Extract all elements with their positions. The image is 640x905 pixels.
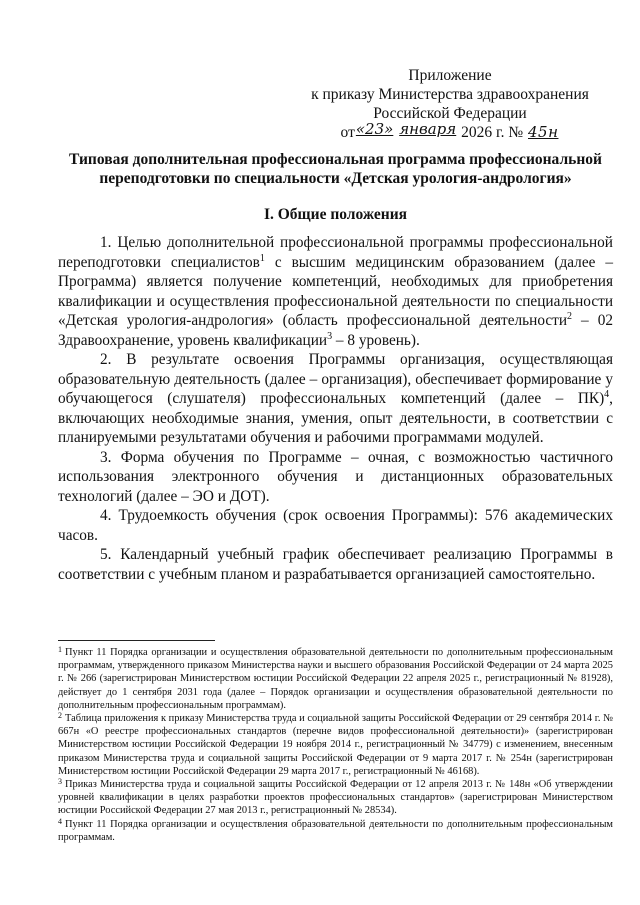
handwritten-day: «23» (355, 120, 394, 138)
paragraph-1-part-c: – 02 Здравоохранение, уровень квалификации (58, 312, 614, 349)
footnote-ref-1: 1 (259, 252, 265, 264)
footnote-3-number: 3 (58, 777, 62, 787)
footnotes (58, 646, 613, 844)
handwritten-order-number: 45н (528, 123, 559, 141)
appendix-order-line: к приказу Министерства здравоохранения (311, 86, 589, 103)
paragraph-1-part-b: с высшим медицинским образованием (далее – Программа) является получение компетенций, необходимых для приобретения квалификации и осуществления профессиональной деятельности по специальности «Детская урология-андрология» (область профессиональной деятельности (58, 253, 613, 329)
appendix-date-line (300, 120, 600, 142)
paragraph-1 (58, 233, 613, 350)
paragraph-2-part-a: 2. В результате освоения Программы организация, осуществляющая образовательную деятельность (далее – организация), обеспечивает формирование у обучающегося (слушателя) профессиональных компетенций (далее – ПК) (58, 351, 613, 407)
footnote-3-text: Приказ Министерства труда и социальной защиты Российской Федерации от 12 апреля 2013 г. № 148н «Об утверждении уровней квалификации в целях разработки проектов профессиональных стандартов» (зарегистрирован Министерством юстиции Российской Федерации 27 мая 2013 г., регистрационный № 28534). (58, 779, 613, 817)
footnote-2-text: Таблица приложения к приказу Министерства труда и социальной защиты Российской Федерации от 29 сентября 2014 г. № 667н «О реестре профессиональных стандартов (перечне видов профессиональной деятельности)» (зарегистрирован Министерством юстиции Российской Федерации 19 ноября 2014 г., регистрационный № 34779) с изменением, внесенным приказом Министерства труда и социальной защиты Российской Федерации от 9 марта 2017 г. № 254н (зарегистрирован Министерством юстиции Российской Федерации 29 марта 2017 г., регистрационный № 46168). (58, 713, 613, 777)
footnote-ref-3: 3 (327, 330, 333, 342)
footnote-ref-2: 2 (567, 310, 573, 322)
footnote-4-number: 4 (58, 816, 62, 826)
date-prefix: от (340, 124, 355, 141)
paragraph-5: 5. Календарный учебный график обеспечивает реализацию Программы в соответствии с учебным планом и разрабатывается организацией самостоятельно. (58, 546, 613, 583)
paragraph-1-part-a: 1. Целью дополнительной профессиональной программы профессиональной переподготовки специалистов (58, 234, 613, 271)
footnote-1-number: 1 (58, 645, 62, 654)
paragraph-3: 3. Форма обучения по Программе – очная, с возможностью частичного использования электронного обучения и дистанционных образовательных технологий (далее – ЭО и ДОТ). (58, 448, 613, 505)
appendix-ministry-line: Российской Федерации (373, 105, 527, 122)
footnote-1 (58, 646, 613, 712)
paragraph-2 (58, 350, 613, 448)
document-title: Типовая дополнительная профессиональная программа профессиональной переподготовки по специальности «Детская урология-андрология» (69, 151, 602, 187)
paragraph-4: 4. Трудоемкость обучения (срок освоения Программы): 576 академических часов. (58, 507, 613, 544)
footnote-4 (58, 818, 613, 844)
footnote-divider (58, 640, 215, 641)
appendix-header (300, 66, 600, 142)
footnote-2 (58, 712, 613, 778)
document-body (58, 233, 613, 584)
footnote-4-text: Пункт 11 Порядка организации и осуществления образовательной деятельности по дополнительным профессиональным программам. (58, 818, 613, 843)
paragraph-2-part-b: , включающих необходимые знания, умения, опыт деятельности, в соответствии с планируемыми результатами обучения и рабочими программами модулей. (58, 390, 613, 446)
section-heading: I. Общие положения (263, 206, 408, 223)
footnote-1-text: Пункт 11 Порядка организации и осуществления образовательной деятельности по дополнительным профессиональным программам, утвержденного приказом Министерства науки и высшего образования Российской Федерации от 24 марта 2025 г. № 266 (зарегистрирован Министерством юстиции Российской Федерации 22 апреля 2025 г., регистрационный № 81928), действует до 1 сентября 2031 года (далее – Порядок организации и осуществления образовательной деятельности по дополнительным профессиональным программам). (58, 647, 613, 711)
footnote-ref-4: 4 (604, 388, 610, 400)
handwritten-month: января (399, 120, 457, 138)
footnote-3 (58, 778, 613, 818)
footnote-2-number: 2 (58, 711, 62, 721)
paragraph-1-part-d: – 8 уровень). (332, 331, 420, 349)
appendix-title: Приложение (408, 67, 492, 84)
date-year: 2026 г. № (461, 124, 524, 141)
